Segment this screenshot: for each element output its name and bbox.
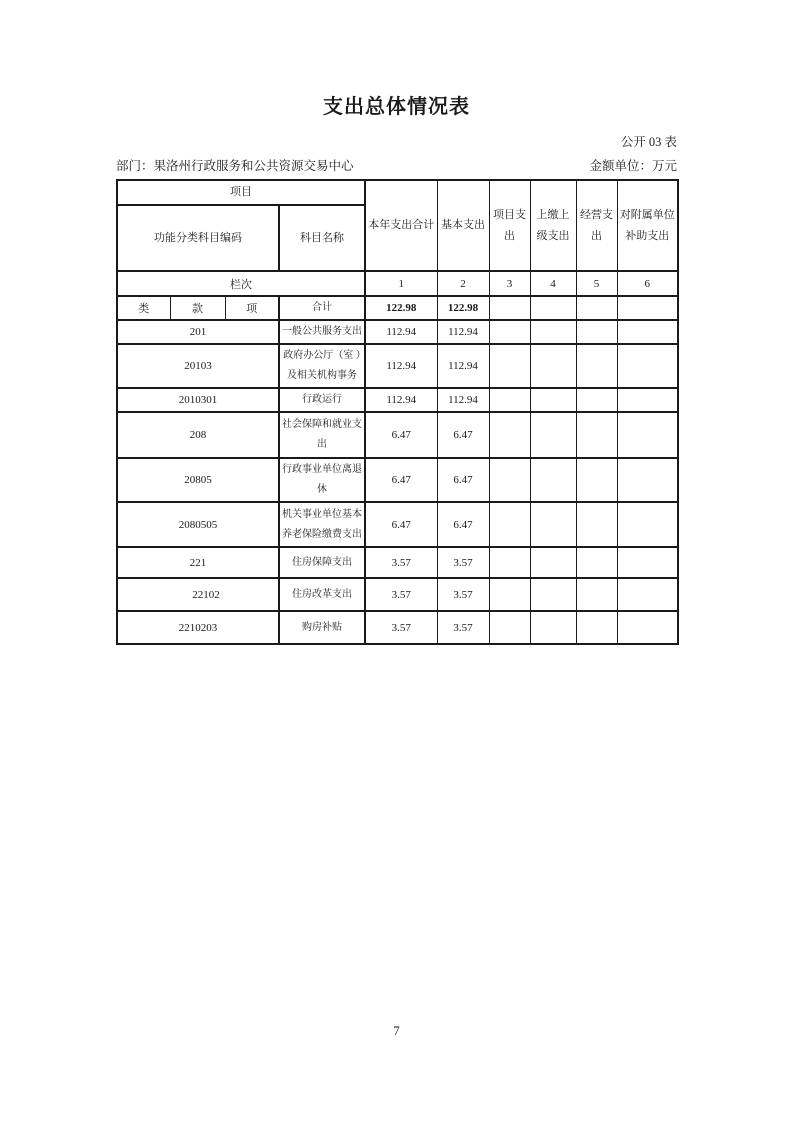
empty-cell xyxy=(617,388,678,412)
header-col-total: 本年支出合计 xyxy=(365,180,437,271)
header-col-project: 项目支出 xyxy=(489,180,530,271)
header-col-basic: 基本支出 xyxy=(437,180,489,271)
empty-cell xyxy=(489,412,530,458)
empty-cell xyxy=(576,320,617,344)
empty-cell xyxy=(489,344,530,388)
expenditure-table xyxy=(116,179,679,645)
heji-label: 合计 xyxy=(279,296,365,320)
empty-cell xyxy=(489,578,530,611)
department-label: 部门：果洛州行政服务和公共资源交易中心 xyxy=(116,159,354,173)
row-code: 208 xyxy=(117,412,279,458)
basic-amount: 122.98 xyxy=(437,296,489,320)
empty-cell xyxy=(576,344,617,388)
empty-cell xyxy=(530,320,576,344)
empty-cell xyxy=(530,611,576,644)
empty-cell xyxy=(489,547,530,578)
col-num-1: 1 xyxy=(365,271,437,296)
row-total: 6.47 xyxy=(365,502,437,547)
col-num-3: 3 xyxy=(489,271,530,296)
col-num-4: 4 xyxy=(530,271,576,296)
table-row xyxy=(117,412,678,458)
row-basic: 6.47 xyxy=(437,458,489,502)
empty-cell xyxy=(489,611,530,644)
row-name: 行政事业单位离退休 xyxy=(279,458,365,502)
header-func-code: 功能分类科目编码 xyxy=(117,205,279,271)
empty-cell xyxy=(576,296,617,320)
row-basic: 6.47 xyxy=(437,412,489,458)
empty-cell xyxy=(489,502,530,547)
empty-cell xyxy=(617,296,678,320)
column-index-row xyxy=(117,271,678,296)
empty-cell xyxy=(576,388,617,412)
row-total: 112.94 xyxy=(365,388,437,412)
row-basic: 3.57 xyxy=(437,611,489,644)
table-row xyxy=(117,388,678,412)
page-number: 7 xyxy=(393,1024,400,1038)
col-num-5: 5 xyxy=(576,271,617,296)
empty-cell xyxy=(617,344,678,388)
empty-cell xyxy=(576,547,617,578)
empty-cell xyxy=(576,412,617,458)
row-basic: 3.57 xyxy=(437,547,489,578)
row-code: 2080505 xyxy=(117,502,279,547)
row-name: 政府办公厅（室 ）及相关机构事务 xyxy=(279,344,365,388)
header-col-operating: 经营支出 xyxy=(576,180,617,271)
meta-row xyxy=(116,156,677,174)
empty-cell xyxy=(530,458,576,502)
kuan-label: 款 xyxy=(170,296,225,320)
empty-cell xyxy=(530,296,576,320)
row-total: 6.47 xyxy=(365,458,437,502)
row-name: 机关事业单位基本养老保险缴费支出 xyxy=(279,502,365,547)
table-row xyxy=(117,547,678,578)
empty-cell xyxy=(530,578,576,611)
row-total: 3.57 xyxy=(365,547,437,578)
empty-cell xyxy=(617,458,678,502)
table-row xyxy=(117,320,678,344)
col-num-6: 6 xyxy=(617,271,678,296)
empty-cell xyxy=(617,547,678,578)
empty-cell xyxy=(617,502,678,547)
empty-cell xyxy=(530,547,576,578)
row-code: 2010301 xyxy=(117,388,279,412)
table-row xyxy=(117,458,678,502)
row-code: 2210203 xyxy=(117,611,279,644)
header-project: 项目 xyxy=(117,180,365,205)
table-row xyxy=(117,502,678,547)
table-row xyxy=(117,611,678,644)
row-basic: 3.57 xyxy=(437,578,489,611)
row-basic: 112.94 xyxy=(437,344,489,388)
empty-cell xyxy=(530,344,576,388)
empty-cell xyxy=(489,320,530,344)
row-total: 3.57 xyxy=(365,611,437,644)
empty-cell xyxy=(576,502,617,547)
page-title: 支出总体情况表 xyxy=(323,96,470,118)
unit-label: 金额单位：万元 xyxy=(589,159,677,173)
row-total: 3.57 xyxy=(365,578,437,611)
row-code: 20805 xyxy=(117,458,279,502)
empty-cell xyxy=(576,578,617,611)
empty-cell xyxy=(530,502,576,547)
empty-cell xyxy=(617,320,678,344)
lanci-label: 栏次 xyxy=(117,271,365,296)
row-total: 6.47 xyxy=(365,412,437,458)
empty-cell xyxy=(617,578,678,611)
row-name: 行政运行 xyxy=(279,388,365,412)
table-row xyxy=(117,344,678,388)
row-code: 201 xyxy=(117,320,279,344)
empty-cell xyxy=(489,296,530,320)
empty-cell xyxy=(617,611,678,644)
empty-cell xyxy=(489,458,530,502)
content-area xyxy=(116,90,677,645)
row-code: 221 xyxy=(117,547,279,578)
row-name: 购房补贴 xyxy=(279,611,365,644)
public-table-label: 公开 03 表 xyxy=(620,135,677,149)
empty-cell xyxy=(530,412,576,458)
row-code: 22102 xyxy=(117,578,279,611)
empty-cell xyxy=(576,611,617,644)
header-row-project xyxy=(117,180,678,205)
row-total: 112.94 xyxy=(365,344,437,388)
empty-cell xyxy=(489,388,530,412)
row-total: 112.94 xyxy=(365,320,437,344)
row-basic: 112.94 xyxy=(437,320,489,344)
totals-row xyxy=(117,296,678,320)
row-name: 社会保障和就业支出 xyxy=(279,412,365,458)
row-basic: 112.94 xyxy=(437,388,489,412)
header-col-upper: 上缴上级支出 xyxy=(530,180,576,271)
row-basic: 6.47 xyxy=(437,502,489,547)
empty-cell xyxy=(617,412,678,458)
col-num-2: 2 xyxy=(437,271,489,296)
row-name: 住房保障支出 xyxy=(279,547,365,578)
lei-label: 类 xyxy=(117,296,170,320)
empty-cell xyxy=(576,458,617,502)
table-row xyxy=(117,578,678,611)
header-subject-name: 科目名称 xyxy=(279,205,365,271)
total-amount: 122.98 xyxy=(365,296,437,320)
empty-cell xyxy=(530,388,576,412)
header-col-subsidiary: 对附属单位补助支出 xyxy=(617,180,678,271)
row-name: 住房改革支出 xyxy=(279,578,365,611)
xiang-label: 项 xyxy=(225,296,279,320)
row-name: 一般公共服务支出 xyxy=(279,320,365,344)
row-code: 20103 xyxy=(117,344,279,388)
